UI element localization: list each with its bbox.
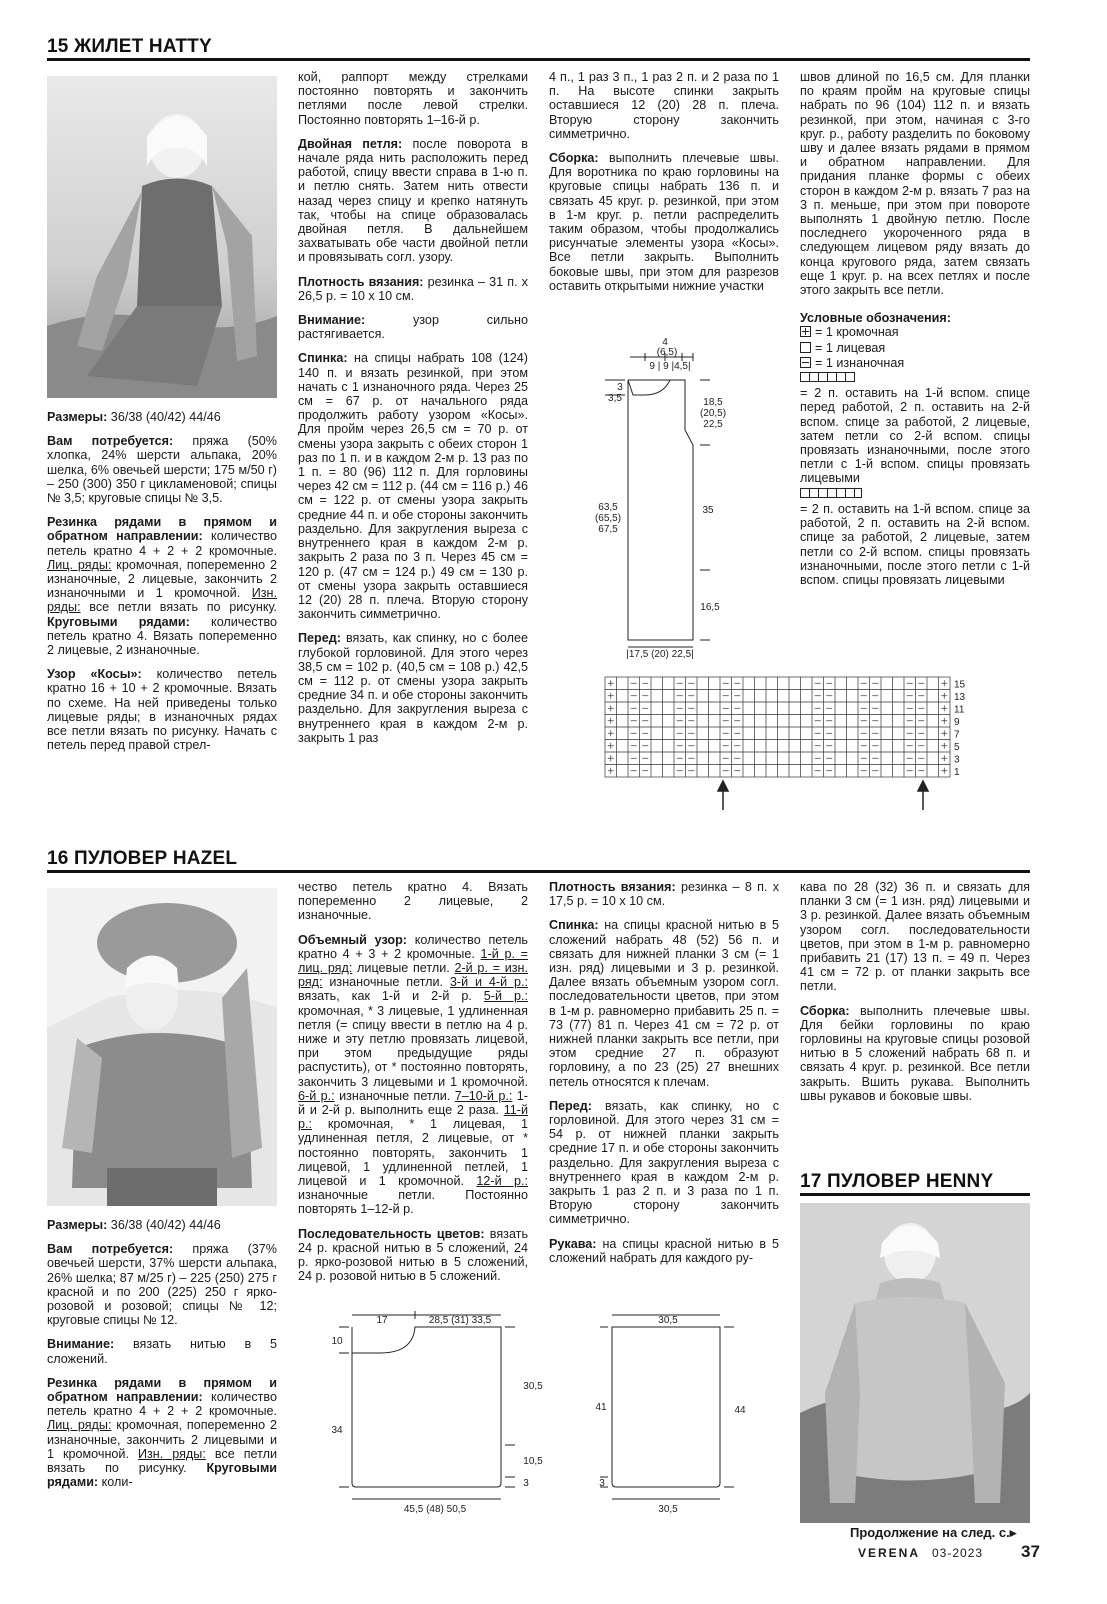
dim-left-34: 34 (331, 1425, 343, 1436)
legend-knit: = 1 лицевая (800, 341, 1030, 355)
dim-left-655: (65,5) (594, 513, 622, 524)
paragraph: Резинка рядами в прямом и обратном направлении: количество петель кратно 4 + 2 + 2 кромочные. Лиц. ряды: кромочная, попеременно 2 изнаночные, закончить 2 лицевыми и 1 кромочной. Изн. ряды: все петли вязать по рисунку. Круговыми рядами: коли- (47, 1375, 277, 1490)
knit-stitch-icon (800, 342, 811, 353)
dim-bottom: 30,5 (658, 1504, 678, 1515)
pullover-body-schematic (325, 1305, 555, 1520)
chart-row-label: 9 (954, 717, 960, 728)
dim-right-305: 30,5 (523, 1381, 543, 1392)
paragraph: Спинка: на спицы набрать 108 (124) 140 п. и вязать резинкой, при этом начать с 1 изнаночного ряда. Через 25 см = 67 р. от начального ряда продолжить работу узором «Косы». Для пройм через 26,5 см = 70 р. от смены узора закрыть с обеих сторон 1 раз по 1 п. и в каждом 2-м р. 13 раз по 1 п. = 80 (96) 112 п. Для горловины через 42 см = 112 р. (44 см = 116 р.) 46 см = 122 р. от смены узора закрыть средние 44 п. и обе стороны закончить раздельно. Для закругления выреза с внутреннего края в каждом 2-м р. закрыть 2 раза по 3 п. Через 45 см = 120 р. (47 см = 124 р.) 49 см = 130 р. от смены узора закрыть оставшиеся 12 (20) 28 п. плеча. Вторую сторону закончить симметрично. (298, 351, 528, 622)
paragraph: Перед: вязать, как спинку, но с более глубокой горловиной. Для этого через 38,5 см = 102 р. (40,5 см = 108 р.) 42,5 см = 112 р. от смены узора закрыть средние 34 п. и обе стороны закончить раздельно. Для закругления выреза с внутреннего края в каждом 2-м р. закрыть 1 раз (298, 631, 528, 745)
paragraph: Вам потребуется: пряжа (37% овечьей шерсти, 37% шерсти альпака, 26% шелка; 87 м/25 г) – 225 (250) 275 г красной и по 200 (225) 250 г ярко-розовой и розовой; спицы № 12; круговые спицы № 12. (47, 1242, 278, 1328)
edge-stitch-icon (800, 326, 811, 337)
paragraph: Рукава: на спицы красной нитью в 5 сложений набрать для каждого ру- (549, 1236, 779, 1265)
legend-cable-1-symbol (800, 371, 1030, 385)
dim-top: 9 | 9 |4,5| (649, 361, 691, 372)
dim-right-205: (20,5) (699, 408, 727, 419)
section-16-column-2 (298, 880, 528, 1293)
paragraph: Плотность вязания: резинка – 31 п. х 26,5 р. = 10 х 10 см. (298, 274, 528, 303)
dim-neck: 4 (662, 337, 668, 348)
paragraph: швов длиной по 16,5 см. Для планки по краям пройм на круговые спицы набрать по 96 (104) 112 п. и вязать резинкой, при этом, начиная с 3-го круг. р., работу разделить по боковому шву и далее вязать рядами в прямом и обратном направлении. Для придания планке формы с обеих сторон в каждом 2-м р. вязать 7 раз на 3 п. меньше, при этом при повороте выполнять 1 двойную петлю. После последнего укороченного ряда в следующем лицевом ряду вязать до конца кругового ряда, затем связать еще 1 круг. р. на всех петлях и после этого закрыть все петли. (800, 70, 1030, 298)
dim-right-35: 35 (702, 505, 714, 516)
photo-pullover-henny (800, 1203, 1030, 1523)
section-15-column-3 (549, 70, 779, 303)
paragraph: Резинка рядами в прямом и обратном направлении: количество петель кратно 4 + 2 + 2 кромочные. Лиц. ряды: кромочная, попеременно 2 изнаночные, 2 лицевые, закончить 2 изнаночными и 1 кромочной. Изн. ряды: все петли вязать по рисунку. Круговыми рядами: количество петель кратно 4. Вязать попеременно 2 лицевые, 2 изнаночные. (47, 515, 277, 658)
chart-row-label: 15 (954, 679, 966, 691)
dim-right-185: 18,5 (703, 397, 723, 408)
section-17-title: 17 ПУЛОВЕР HENNY (800, 1171, 994, 1192)
purl-stitch-icon (800, 357, 811, 368)
magazine-name: VERENA (858, 1546, 921, 1560)
section-16-column-4 (800, 880, 1030, 1113)
cable-stitch-chart (603, 675, 988, 815)
legend-purl: = 1 изнаночная (800, 356, 1030, 370)
dim-top: 30,5 (658, 1315, 678, 1326)
legend-cable-1: = 2 п. оставить на 1-й вспом. спице перед работой, 2 п. оставить на 2-й вспом. спице за работой, 2 лицевые, затем петли со 2-й вспом. спицы провязать изнаночными, после этого петли с 1-й вспом. спицы провязать лицевыми (800, 386, 1030, 486)
chart-row-label: 7 (954, 729, 960, 741)
vest-schematic (585, 335, 745, 660)
dim-left-35: 3,5 (608, 393, 622, 404)
photo-vest-hatty (47, 76, 277, 398)
dim-right-165: 16,5 (700, 602, 720, 613)
paragraph: Размеры: 36/38 (40/42) 44/46 (47, 1218, 221, 1232)
section-15-column-1 (47, 410, 277, 762)
section-15-column-2 (298, 70, 528, 755)
paragraph: Спинка: на спицы красной нитью в 5 сложений набрать 48 (52) 56 п. и связать для нижней планки 3 см (= 1 изн. ряд) лицевыми и 3 р. резинкой. Далее вязать объемным узором согл. последовательности цветов, при этом в 1-м р. равномерно прибавить 25 п. = 73 (77) 81 п. Через 41 см = 72 р. от нижней планки закрыть все петли, при этом средние 27 п. образуют горловину, а по 23 (25) 27 внешних петель относятся к плечам. (549, 918, 779, 1089)
section-16-column-1 (47, 1218, 277, 1499)
dim-left-3: 3 (599, 1478, 605, 1489)
paragraph: Узор «Косы»: количество петель кратно 16 + 10 + 2 кромочные. Вязать по схеме. На ней приведены только лицевые ряды; в изнаночных рядах все петли вязать по рисунку. Начать с петель перед правой стрел- (47, 667, 277, 753)
chart-row-label: 3 (954, 754, 960, 766)
dim-top-left: 17 (376, 1315, 388, 1326)
paragraph: Размеры: 36/38 (40/42) 44/46 (47, 410, 221, 424)
section-15-rule (47, 58, 1030, 61)
legend-title: Условные обозначения: (800, 311, 951, 326)
continuation-note: Продолжение на след. с.▸ (850, 1525, 1017, 1540)
issue-number: 03-2023 (932, 1546, 984, 1560)
dim-bottom: |17,5 (20) 22,5| (626, 649, 694, 660)
paragraph: Внимание: узор сильно растягивается. (298, 313, 528, 342)
chart-row-label: 1 (954, 767, 960, 778)
dim-right-3: 3 (523, 1478, 529, 1489)
paragraph: Вам потребуется: пряжа (50% хлопка, 24% шерсти альпака, 20% шелка, 6% овечьей шерсти; 175 м/50 г) – 250 (300) 350 г цикламеновой; спицы № 3,5; круговые спицы № 3,5. (47, 434, 278, 506)
dim-right-44: 44 (734, 1405, 746, 1416)
legend-cable-2-symbol (800, 487, 1030, 501)
section-15-column-4 (800, 70, 1030, 588)
section-15-title: 15 ЖИЛЕТ HATTY (47, 36, 212, 57)
dim-left-3: 3 (617, 382, 623, 393)
section-16-title: 16 ПУЛОВЕР HAZEL (47, 848, 238, 869)
section-16-column-3 (549, 880, 779, 1275)
paragraph: Объемный узор: количество петель кратно 4 + 3 + 2 кромочные. 1-й р. = лиц. ряд: лицевые петли. 2-й р. = изн. ряд: изнаночные петли. 3-й и 4-й р.: вязать, как 1-й и 2-й р. 5-й р.: кромочная, * 3 лицевые, 1 удлиненная петля (= спицу ввести в петлю на 4 р. ниже и эту петлю провязать лицевой, при этом предыдущие ряды распустить), от * постоянно повторять, закончить 3 лицевыми и 1 кромочной. 6-й р.: изнаночные петли. 7–10-й р.: 1-й и 2-й р. выполнить еще 2 раза. 11-й р.: кромочная, * 1 лицевая, 1 удлиненная петля, 2 лицевые, от * постоянно повторять, закончить 1 лицевой, 1 удлиненной петлей, 1 лицевой и 1 кромочной. 12-й р.: изнаночные петли. Постоянно повторять 1–12-й р. (298, 932, 529, 1217)
section-16-rule (47, 870, 1030, 873)
pullover-sleeve-schematic (590, 1305, 760, 1520)
dim-left-675: 67,5 (598, 524, 618, 535)
photo-pullover-hazel (47, 888, 277, 1206)
paragraph: Сборка: выполнить плечевые швы. Для воротника по краю горловины на круговые спицы набрать 136 п. и связать 45 круг. р. резинкой, при этом в 1-м круг. р. петли распределить таким образом, чтобы продолжались рисунчатые элементы узора «Косы». Все петли закрыть. Выполнить боковые швы, при этом для разрезов оставить открытыми нижние участки (549, 151, 779, 293)
chart-row-label: 5 (954, 742, 960, 753)
paragraph: Перед: вязать, как спинку, но с горловиной. Для этого через 31 см = 54 р. от нижней планки закрыть средние 17 п. и обе стороны закончить раздельно. Для закругления выреза с внутреннего края в каждом 2-м р. закрыть 1 раз 2 п. и 3 раза по 1 п. Вторую сторону закончить симметрично. (549, 1098, 779, 1227)
legend (800, 311, 1030, 587)
chart-row-label: 11 (954, 704, 965, 716)
paragraph: кой, раппорт между стрелками постоянно повторять и закончить петлями после левой стрелки. Постоянно повторять 1–16-й р. (298, 70, 528, 127)
paragraph: Сборка: выполнить плечевые швы. Для бейки горловины по краю горловины на круговые спицы розовой нитью в 5 сложений набрать 68 п. и связать 4 круг. р. резинкой. Все петли закрыть. Вшить рукава. Выполнить швы рукавов и боковые швы. (800, 1003, 1030, 1103)
dim-top-right: 28,5 (31) 33,5 (428, 1315, 492, 1326)
paragraph: Двойная петля: после поворота в начале ряда нить расположить перед работой, спицу ввести справа в 1-ю п. и петлю снять. Затем нить отвести назад через спицу и крепко натянуть так, чтобы на спице образовалась двойная петля. В дальнейшем захватывать обе части двойной петли и провязывать согл. узору. (298, 136, 528, 265)
dim-neck-alt: (6,5) (656, 347, 678, 358)
paragraph: Плотность вязания: резинка – 8 п. х 17,5 р. = 10 х 10 см. (549, 880, 779, 909)
paragraph: чество петель кратно 4. Вязать попеременно 2 лицевые, 2 изнаночные. (298, 880, 528, 923)
chart-row-label: 13 (954, 692, 966, 703)
dim-left-10: 10 (331, 1336, 343, 1347)
legend-cable-2: = 2 п. оставить на 1-й вспом. спице за работой, 2 п. оставить на 2-й вспом. спице за работой, 2 лицевые, затем петли со 2-й вспом. спицы провязать изнаночными, после этого петли с 1-й вспом. спицы провязать лицевыми (800, 501, 1030, 587)
paragraph: Внимание: вязать нитью в 5 сложений. (47, 1337, 277, 1366)
section-17-rule (800, 1193, 1030, 1196)
dim-left-41: 41 (595, 1402, 607, 1413)
dim-left-635: 63,5 (598, 502, 618, 513)
dim-right-225: 22,5 (703, 419, 723, 430)
cable-back-icon (800, 488, 862, 498)
dim-bottom: 45,5 (48) 50,5 (403, 1504, 467, 1515)
legend-edge: = 1 кромочная (800, 325, 1030, 339)
dim-right-105: 10,5 (523, 1456, 543, 1467)
paragraph: Последовательность цветов: вязать 24 р. красной нитью в 5 сложений, 24 р. ярко-розовой нитью в 5 сложений, 24 р. розовой нитью в 5 сложений. (298, 1226, 529, 1284)
paragraph: 4 п., 1 раз 3 п., 1 раз 2 п. и 2 раза по 1 п. На высоте спинки закрыть оставшиеся 12 (20) 28 п. плеча. Вторую сторону закончить симметрично. (549, 70, 779, 141)
page-number: 37 (1021, 1542, 1040, 1561)
paragraph: кава по 28 (32) 36 п. и связать для планки 3 см (= 1 изн. ряд) лицевыми и 3 р. резинкой. Далее вязать объемным узором согл. последовательности цветов, при этом в 1-м р. равномерно прибавить 21 (17) 13 п. = 49 п. Через 41 см = 72 р. от планки закрыть все петли. (800, 880, 1030, 994)
cable-front-icon (800, 372, 855, 382)
